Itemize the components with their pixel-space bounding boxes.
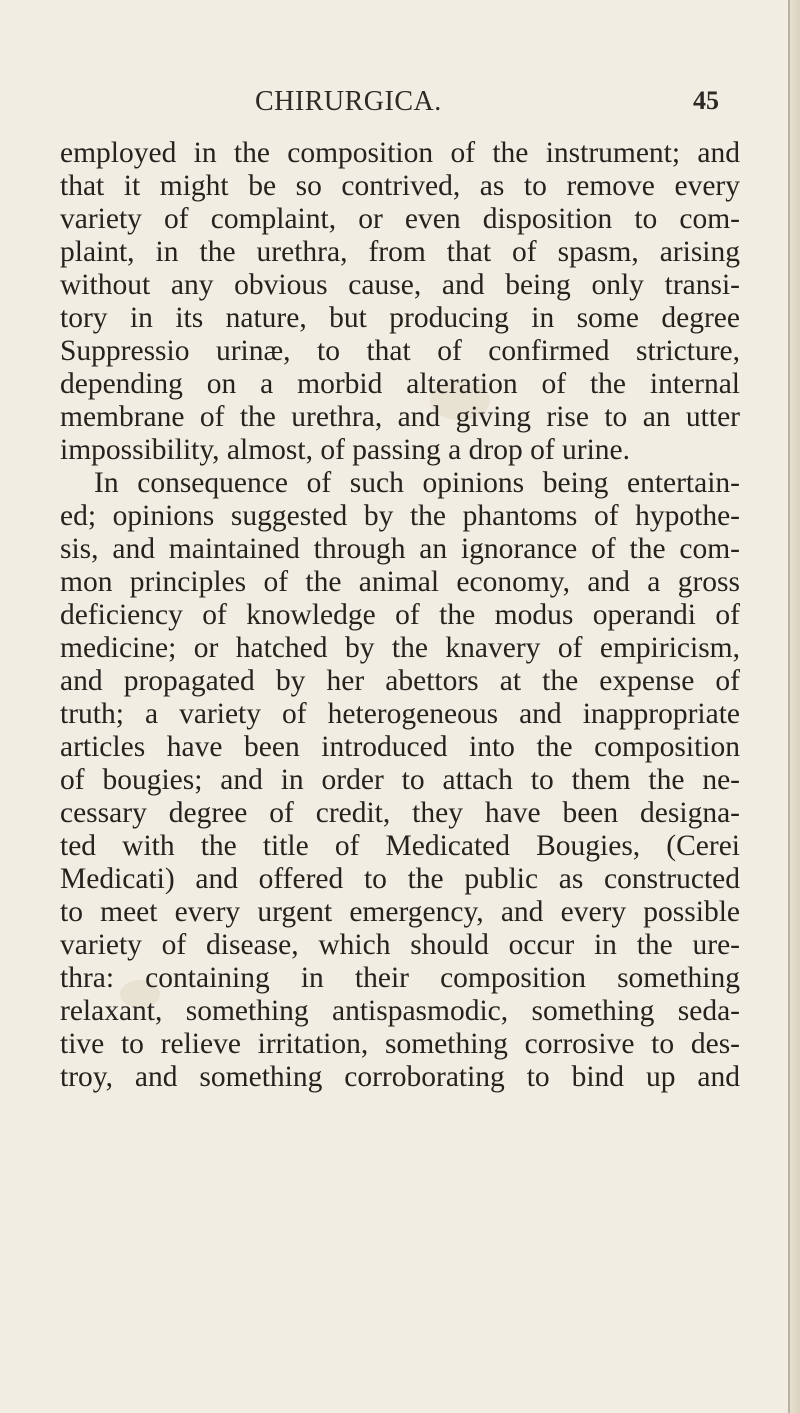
text-line: tory in its nature, but producing in some degree xyxy=(60,302,740,334)
text-line: truth; a variety of heterogeneous and inappropriate xyxy=(60,698,740,730)
text-line: cessary degree of credit, they have been designa- xyxy=(60,797,740,829)
text-line: ted with the title of Medicated Bougies, (Cerei xyxy=(60,830,740,862)
text-line: plaint, in the urethra, from that of spasm, arising xyxy=(60,236,740,268)
text-line: In consequence of such opinions being entertain- xyxy=(94,467,740,499)
text-line: articles have been introduced into the composition xyxy=(60,731,740,763)
text-line: Medicati) and offered to the public as constructed xyxy=(60,863,740,895)
text-line: deficiency of knowledge of the modus operandi of xyxy=(60,599,740,631)
text-line: tive to relieve irritation, something corrosive to des- xyxy=(60,1028,740,1060)
page-number: 45 xyxy=(693,86,719,115)
text-line: variety of complaint, or even disposition to com- xyxy=(60,203,740,235)
body-text xyxy=(60,137,740,1094)
text-line: employed in the composition of the instrument; and xyxy=(60,137,740,169)
text-line: depending on a morbid alteration of the internal xyxy=(60,368,740,400)
text-line: membrane of the urethra, and giving rise to an utter xyxy=(60,401,740,433)
text-line: that it might be so contrived, as to remove every xyxy=(60,170,740,202)
text-line: mon principles of the animal economy, and a gross xyxy=(60,566,740,598)
text-line: and propagated by her abettors at the expense of xyxy=(60,665,740,697)
text-line: without any obvious cause, and being only transi- xyxy=(60,269,740,301)
text-line: Suppressio urinæ, to that of confirmed stricture, xyxy=(60,335,740,367)
running-head xyxy=(0,86,800,126)
page-edge xyxy=(788,0,800,1413)
text-line: medicine; or hatched by the knavery of empiricism, xyxy=(60,632,740,664)
text-line: ed; opinions suggested by the phantoms of hypothe- xyxy=(60,500,740,532)
page-title: CHIRURGICA. xyxy=(255,86,442,117)
text-line: troy, and something corroborating to bind up and xyxy=(60,1061,740,1093)
text-line: sis, and maintained through an ignorance of the com- xyxy=(60,533,740,565)
text-line: of bougies; and in order to attach to them the ne- xyxy=(60,764,740,796)
text-line: impossibility, almost, of passing a drop of urine. xyxy=(60,434,631,466)
text-line: variety of disease, which should occur in the ure- xyxy=(60,929,740,961)
text-line: relaxant, something antispasmodic, something seda- xyxy=(60,995,740,1027)
text-line: thra: containing in their composition something xyxy=(60,962,740,994)
text-line: to meet every urgent emergency, and every possible xyxy=(60,896,740,928)
